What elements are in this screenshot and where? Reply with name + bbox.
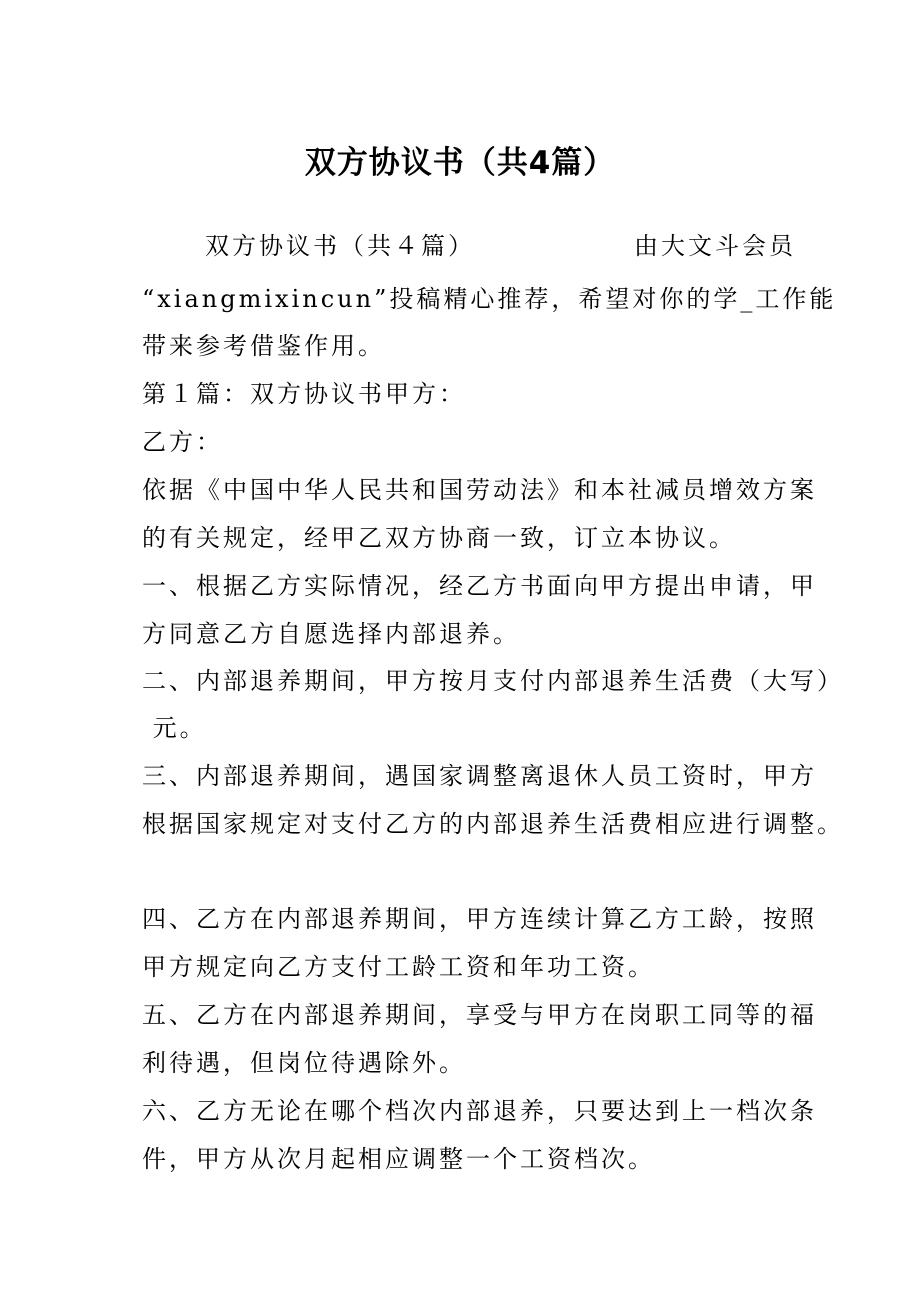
- intro-source: 由大文斗会员: [634, 232, 796, 260]
- paragraph-line: 元。: [142, 714, 207, 742]
- paragraph-line: 依据《中国中华人民共和国劳动法》和本社减员增效方案: [142, 476, 817, 504]
- paragraph-line: 件，甲方从次月起相应调整一个工资档次。: [142, 1145, 655, 1173]
- paragraph-line: 方同意乙方自愿选择内部退养。: [142, 620, 520, 648]
- paragraph-line: 四、乙方在内部退养期间，甲方连续计算乙方工龄，按照: [142, 905, 817, 933]
- paragraph-line: 五、乙方在内部退养期间，享受与甲方在岗职工同等的福: [142, 1001, 817, 1029]
- intro-doc-name: 双方协议书（共４篇）: [205, 232, 475, 260]
- paragraph-line: 乙方：: [142, 428, 223, 456]
- paragraph-line: 甲方规定向乙方支付工龄工资和年功工资。: [142, 953, 655, 981]
- paragraph-line: 根据国家规定对支付乙方的内部退养生活费相应进行调整。: [142, 810, 844, 838]
- paragraph-line: 六、乙方无论在哪个档次内部退养，只要达到上一档次条: [142, 1097, 817, 1125]
- intro-line-3: 带来参考借鉴作用。: [142, 332, 385, 360]
- paragraph-line: 二、内部退养期间，甲方按月支付内部退养生活费（大写）: [142, 667, 844, 695]
- paragraph-line: 利待遇，但岗位待遇除外。: [142, 1049, 466, 1077]
- paragraph-line: 一、根据乙方实际情况，经乙方书面向甲方提出申请，甲: [142, 572, 817, 600]
- paragraph-line: 三、内部退养期间，遇国家调整离退休人员工资时，甲方: [142, 762, 817, 790]
- paragraph-line: 第１篇：双方协议书甲方：: [142, 380, 466, 408]
- intro-line-2: “xiangmixincun”投稿精心推荐，希望对你的学_工作能: [142, 285, 837, 313]
- paragraph-line: 的有关规定，经甲乙双方协商一致，订立本协议。: [142, 524, 736, 552]
- document-title: 双方协议书（共4篇）: [304, 145, 616, 181]
